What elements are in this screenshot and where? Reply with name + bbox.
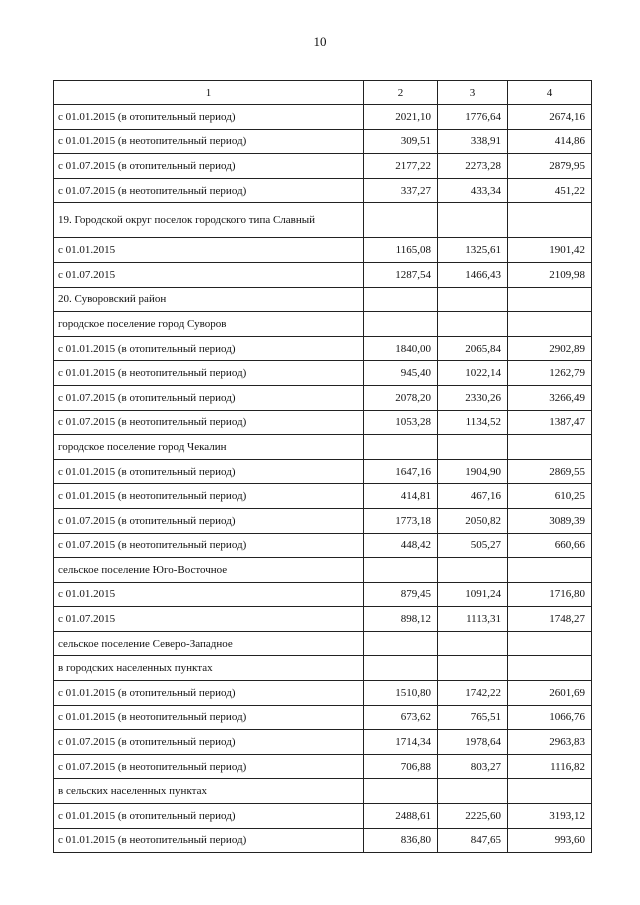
row-value: 1116,82 xyxy=(508,754,592,779)
row-label: с 01.01.2015 (в неотопительный период) xyxy=(54,828,364,853)
row-value: 1714,34 xyxy=(364,730,438,755)
row-value: 2078,20 xyxy=(364,385,438,410)
row-value: 1716,80 xyxy=(508,582,592,607)
table-row xyxy=(54,361,592,386)
page-number: 10 xyxy=(313,34,327,49)
table-body xyxy=(54,105,592,853)
row-value: 1091,24 xyxy=(438,582,508,607)
row-value: 1287,54 xyxy=(364,262,438,287)
row-value: 433,34 xyxy=(438,178,508,203)
row-value: 1901,42 xyxy=(508,238,592,263)
row-value: 2488,61 xyxy=(364,804,438,829)
row-label: с 01.07.2015 xyxy=(54,607,364,632)
row-value xyxy=(438,656,508,681)
row-value xyxy=(508,203,592,238)
row-value: 898,12 xyxy=(364,607,438,632)
row-label: с 01.07.2015 (в неотопительный период) xyxy=(54,533,364,558)
row-label: с 01.01.2015 (в неотопительный период) xyxy=(54,705,364,730)
row-value: 2869,55 xyxy=(508,459,592,484)
row-label: с 01.07.2015 (в неотопительный период) xyxy=(54,410,364,435)
row-value: 448,42 xyxy=(364,533,438,558)
row-value: 309,51 xyxy=(364,129,438,154)
table-row xyxy=(54,262,592,287)
row-value: 1773,18 xyxy=(364,508,438,533)
row-value: 3266,49 xyxy=(508,385,592,410)
row-value: 1748,27 xyxy=(508,607,592,632)
row-value xyxy=(508,287,592,312)
row-value: 505,27 xyxy=(438,533,508,558)
row-value xyxy=(364,779,438,804)
table-row xyxy=(54,203,592,238)
row-value: 3089,39 xyxy=(508,508,592,533)
row-value: 1776,64 xyxy=(438,105,508,130)
row-value xyxy=(438,287,508,312)
row-value: 1066,76 xyxy=(508,705,592,730)
table-row xyxy=(54,105,592,130)
row-value xyxy=(508,558,592,583)
row-value: 1840,00 xyxy=(364,336,438,361)
table-row xyxy=(54,804,592,829)
row-label: 20. Суворовский район xyxy=(54,287,364,312)
row-label: городское поселение город Суворов xyxy=(54,312,364,337)
row-label: с 01.07.2015 (в неотопительный период) xyxy=(54,754,364,779)
row-label: с 01.01.2015 (в неотопительный период) xyxy=(54,129,364,154)
row-value xyxy=(364,656,438,681)
column-header: 1 xyxy=(54,81,364,105)
table-row xyxy=(54,681,592,706)
row-label: сельское поселение Юго-Восточное xyxy=(54,558,364,583)
row-value: 1022,14 xyxy=(438,361,508,386)
table-row xyxy=(54,312,592,337)
table-row xyxy=(54,558,592,583)
row-value: 993,60 xyxy=(508,828,592,853)
row-value: 1510,80 xyxy=(364,681,438,706)
row-label: с 01.01.2015 (в отопительный период) xyxy=(54,681,364,706)
row-label: с 01.07.2015 xyxy=(54,262,364,287)
row-label: с 01.07.2015 (в отопительный период) xyxy=(54,385,364,410)
table-row xyxy=(54,154,592,179)
row-value: 1742,22 xyxy=(438,681,508,706)
row-value: 803,27 xyxy=(438,754,508,779)
row-value: 467,16 xyxy=(438,484,508,509)
tariff-table xyxy=(53,80,592,853)
table-row xyxy=(54,129,592,154)
row-value: 2050,82 xyxy=(438,508,508,533)
row-value xyxy=(364,631,438,656)
table-row xyxy=(54,459,592,484)
row-value: 1466,43 xyxy=(438,262,508,287)
table-row xyxy=(54,533,592,558)
table-row xyxy=(54,656,592,681)
row-value: 945,40 xyxy=(364,361,438,386)
row-value: 3193,12 xyxy=(508,804,592,829)
row-label: с 01.07.2015 (в отопительный период) xyxy=(54,730,364,755)
row-value xyxy=(438,312,508,337)
row-value xyxy=(438,435,508,460)
row-value: 706,88 xyxy=(364,754,438,779)
row-value: 1053,28 xyxy=(364,410,438,435)
row-value xyxy=(438,558,508,583)
row-label: с 01.01.2015 (в неотопительный период) xyxy=(54,484,364,509)
row-label: с 01.07.2015 (в отопительный период) xyxy=(54,508,364,533)
row-label: с 01.01.2015 (в отопительный период) xyxy=(54,336,364,361)
row-value: 2109,98 xyxy=(508,262,592,287)
table-row xyxy=(54,435,592,460)
row-value xyxy=(364,287,438,312)
table-row xyxy=(54,828,592,853)
table-row xyxy=(54,385,592,410)
table-row xyxy=(54,779,592,804)
row-value: 879,45 xyxy=(364,582,438,607)
table-row xyxy=(54,178,592,203)
row-value: 1904,90 xyxy=(438,459,508,484)
row-value xyxy=(508,656,592,681)
row-value xyxy=(508,779,592,804)
row-value: 2177,22 xyxy=(364,154,438,179)
row-label: с 01.07.2015 (в отопительный период) xyxy=(54,154,364,179)
row-value: 2273,28 xyxy=(438,154,508,179)
column-header: 4 xyxy=(508,81,592,105)
row-label: 19. Городской округ поселок городского типа Славный xyxy=(54,203,364,238)
row-value: 847,65 xyxy=(438,828,508,853)
table-row xyxy=(54,238,592,263)
row-value xyxy=(508,435,592,460)
table-row xyxy=(54,607,592,632)
table-row xyxy=(54,582,592,607)
row-value xyxy=(364,312,438,337)
row-value: 1325,61 xyxy=(438,238,508,263)
row-value: 1134,52 xyxy=(438,410,508,435)
row-value: 660,66 xyxy=(508,533,592,558)
row-value: 337,27 xyxy=(364,178,438,203)
row-value: 610,25 xyxy=(508,484,592,509)
row-value: 836,80 xyxy=(364,828,438,853)
table-row xyxy=(54,631,592,656)
row-label: с 01.01.2015 (в отопительный период) xyxy=(54,105,364,130)
table-row xyxy=(54,705,592,730)
row-label: с 01.01.2015 xyxy=(54,238,364,263)
table-row xyxy=(54,287,592,312)
row-value: 1165,08 xyxy=(364,238,438,263)
row-value xyxy=(438,203,508,238)
row-value xyxy=(508,312,592,337)
row-value: 2674,16 xyxy=(508,105,592,130)
row-value: 1262,79 xyxy=(508,361,592,386)
row-label: с 01.07.2015 (в неотопительный период) xyxy=(54,178,364,203)
row-value xyxy=(364,558,438,583)
row-value xyxy=(364,203,438,238)
row-value: 2065,84 xyxy=(438,336,508,361)
table-row xyxy=(54,754,592,779)
row-label: с 01.01.2015 (в отопительный период) xyxy=(54,459,364,484)
row-value: 2902,89 xyxy=(508,336,592,361)
row-value: 451,22 xyxy=(508,178,592,203)
table-header-row xyxy=(54,81,592,105)
row-value: 2225,60 xyxy=(438,804,508,829)
row-value: 2963,83 xyxy=(508,730,592,755)
table-row xyxy=(54,336,592,361)
table-row xyxy=(54,410,592,435)
table-row xyxy=(54,730,592,755)
column-header: 2 xyxy=(364,81,438,105)
row-value: 2021,10 xyxy=(364,105,438,130)
table-row xyxy=(54,484,592,509)
row-value: 1647,16 xyxy=(364,459,438,484)
row-value xyxy=(438,779,508,804)
row-label: в городских населенных пунктах xyxy=(54,656,364,681)
row-value: 1978,64 xyxy=(438,730,508,755)
row-value: 414,81 xyxy=(364,484,438,509)
row-value: 2330,26 xyxy=(438,385,508,410)
row-label: сельское поселение Северо-Западное xyxy=(54,631,364,656)
row-value: 1387,47 xyxy=(508,410,592,435)
row-label: с 01.01.2015 (в отопительный период) xyxy=(54,804,364,829)
row-value xyxy=(364,435,438,460)
column-header: 3 xyxy=(438,81,508,105)
row-value: 673,62 xyxy=(364,705,438,730)
row-value: 338,91 xyxy=(438,129,508,154)
table-row xyxy=(54,508,592,533)
row-value: 2879,95 xyxy=(508,154,592,179)
row-value: 765,51 xyxy=(438,705,508,730)
row-value xyxy=(508,631,592,656)
row-label: с 01.01.2015 (в неотопительный период) xyxy=(54,361,364,386)
row-value: 1113,31 xyxy=(438,607,508,632)
row-value: 2601,69 xyxy=(508,681,592,706)
row-label: в сельских населенных пунктах xyxy=(54,779,364,804)
row-value: 414,86 xyxy=(508,129,592,154)
row-label: с 01.01.2015 xyxy=(54,582,364,607)
row-value xyxy=(438,631,508,656)
row-label: городское поселение город Чекалин xyxy=(54,435,364,460)
